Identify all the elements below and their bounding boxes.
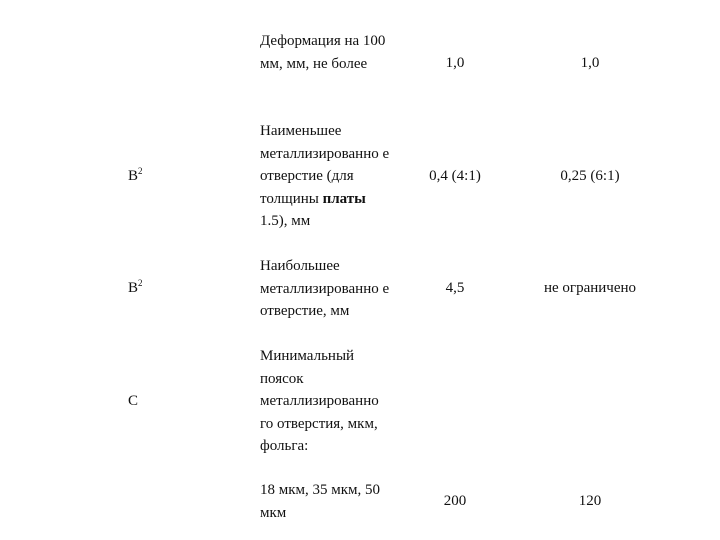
table-row bbox=[0, 345, 720, 458]
value-column-1: 0,4 (4:1) bbox=[429, 168, 481, 184]
row-code-superscript: 2 bbox=[138, 166, 143, 176]
value-column-1: 200 bbox=[443, 493, 467, 509]
value-column-1: 4,5 bbox=[445, 280, 465, 296]
table-row bbox=[0, 479, 720, 524]
value-column-1: 1,0 bbox=[445, 55, 465, 71]
row-code-letter: В bbox=[128, 168, 139, 184]
parameter-description bbox=[260, 120, 395, 233]
row-code-letter: В bbox=[128, 280, 139, 296]
parameter-description: Минимальный поясок металлизированно го отверстия, мкм, фольга: bbox=[260, 348, 379, 454]
table-row bbox=[0, 120, 720, 233]
row-code-letter: С bbox=[128, 393, 139, 409]
table-row bbox=[0, 30, 720, 98]
parameter-description: 18 мкм, 35 мкм, 50 мкм bbox=[260, 482, 381, 521]
parameter-description: Наибольшее металлизированно е отверстие, мм bbox=[260, 258, 390, 319]
value-column-2: 0,25 (6:1) bbox=[560, 168, 620, 184]
row-code bbox=[128, 277, 188, 300]
value-column-2: 120 bbox=[578, 493, 602, 509]
row-code bbox=[128, 165, 188, 188]
description-bold-word: платы bbox=[322, 190, 366, 207]
description-text: Наименьшее металлизированно е отверстие (для толщины bbox=[260, 123, 390, 207]
description-text-end: 1.5), мм bbox=[260, 213, 311, 229]
table-row bbox=[0, 255, 720, 323]
value-column-2: 1,0 bbox=[580, 55, 600, 71]
row-code-superscript: 2 bbox=[138, 278, 143, 288]
value-column-2: не ограничено bbox=[543, 280, 637, 296]
parameter-description: Деформация на 100 мм, мм, не более bbox=[260, 33, 386, 72]
row-code bbox=[128, 390, 188, 413]
